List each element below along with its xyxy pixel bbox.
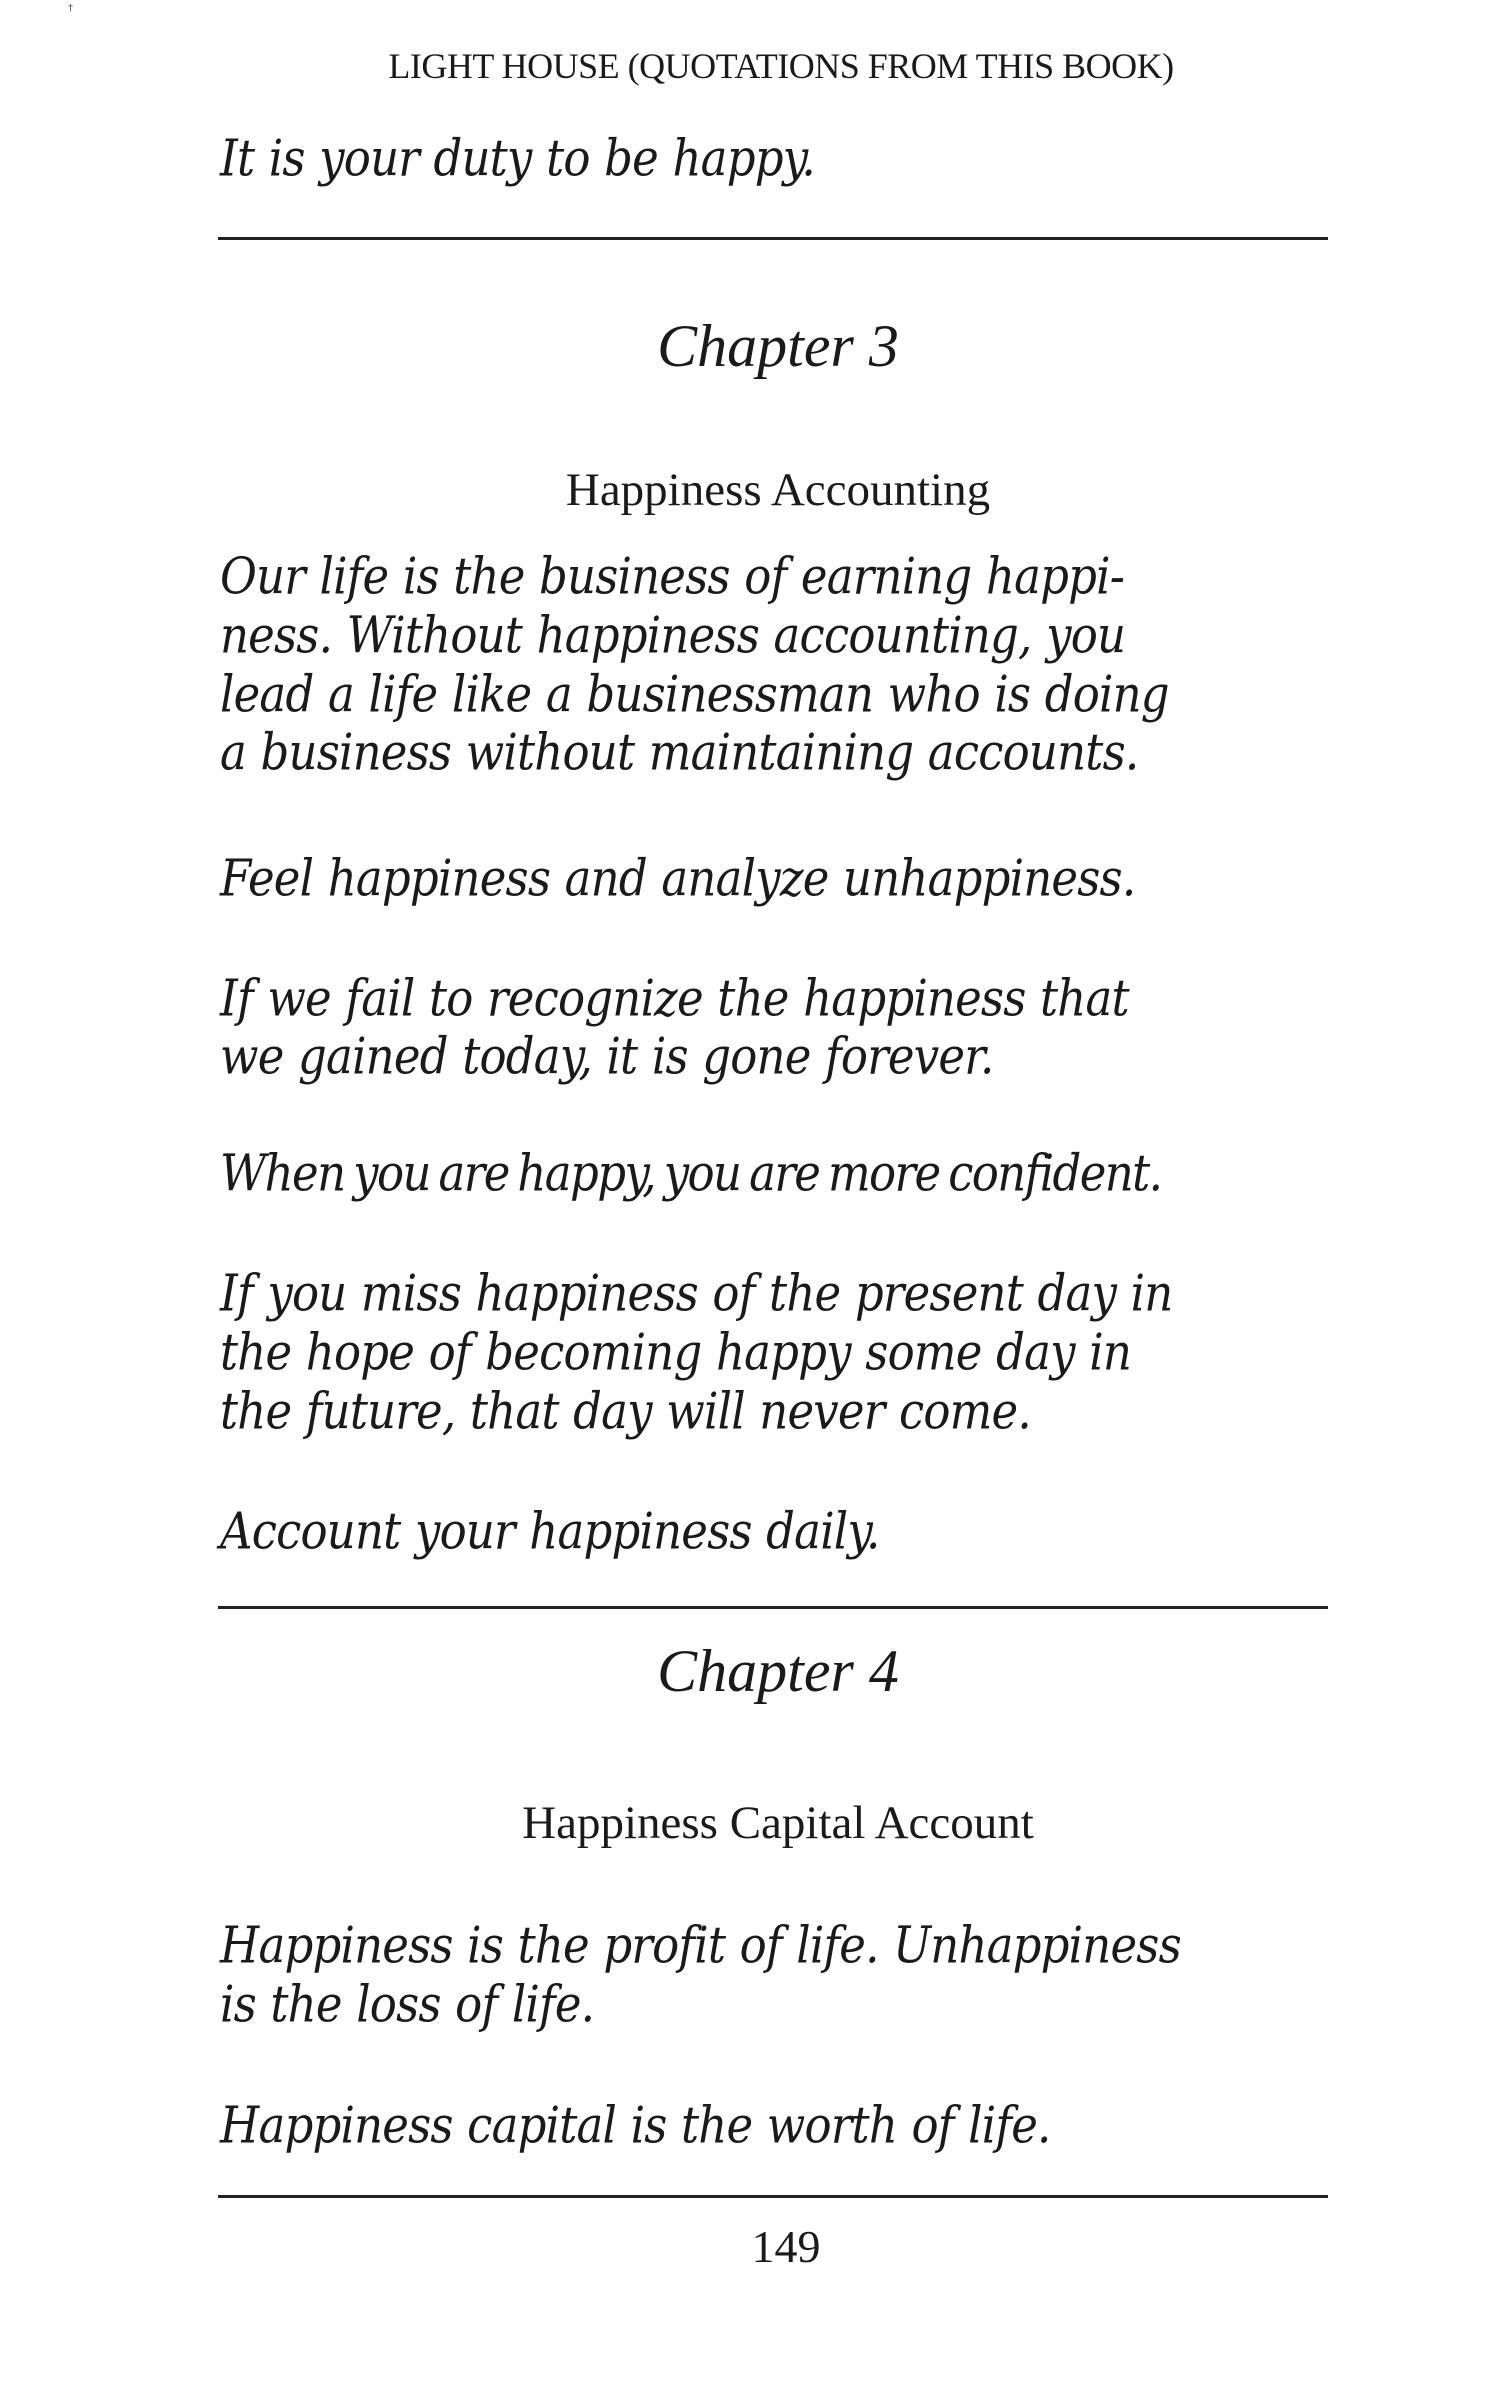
section-divider — [218, 237, 1328, 240]
quote-paragraph-line: lead a life like a businessman who is doing — [220, 664, 1169, 724]
quote-paragraph-line: ness. Without happiness accounting, you — [220, 605, 1126, 665]
quote-paragraph: Our life is the business of earning happi- — [220, 546, 1125, 606]
quote-paragraph-line: a business without maintaining accounts. — [220, 722, 1139, 782]
page-number: 149 — [751, 2221, 821, 2272]
quote-paragraph-line: we gained today, it is gone forever. — [220, 1026, 994, 1086]
quote-paragraph: Feel happiness and analyze unhappiness. — [220, 848, 1136, 908]
chapter-heading: Chapter 4 — [657, 1638, 899, 1704]
running-head: LIGHT HOUSE (QUOTATIONS FROM THIS BOOK) — [388, 46, 1174, 86]
quote-paragraph: Account your happiness daily. — [220, 1501, 880, 1561]
section-divider — [218, 1606, 1328, 1609]
quote-paragraph-line: the hope of becoming happy some day in — [220, 1322, 1132, 1382]
quote-paragraph-line: is the loss of life. — [220, 1974, 595, 2034]
quote-paragraph: If you miss happiness of the present day in — [220, 1263, 1173, 1323]
quote-paragraph: Happiness is the profit of life. Unhappiness — [220, 1915, 1181, 1975]
quote-paragraph: Happiness capital is the worth of life. — [220, 2095, 1051, 2155]
intro-quote: It is your duty to be happy. — [220, 128, 815, 188]
chapter-subtitle: Happiness Accounting — [565, 464, 991, 516]
quote-paragraph-line: the future, that day will never come. — [220, 1381, 1031, 1441]
quote-paragraph: When you are happy, you are more confident. — [220, 1143, 1162, 1203]
scan-mark: † — [68, 3, 73, 14]
chapter-heading: Chapter 3 — [657, 313, 899, 379]
quote-paragraph: If we fail to recognize the happiness that — [220, 968, 1129, 1028]
chapter-subtitle: Happiness Capital Account — [522, 1797, 1034, 1849]
footer-divider — [218, 2195, 1328, 2198]
